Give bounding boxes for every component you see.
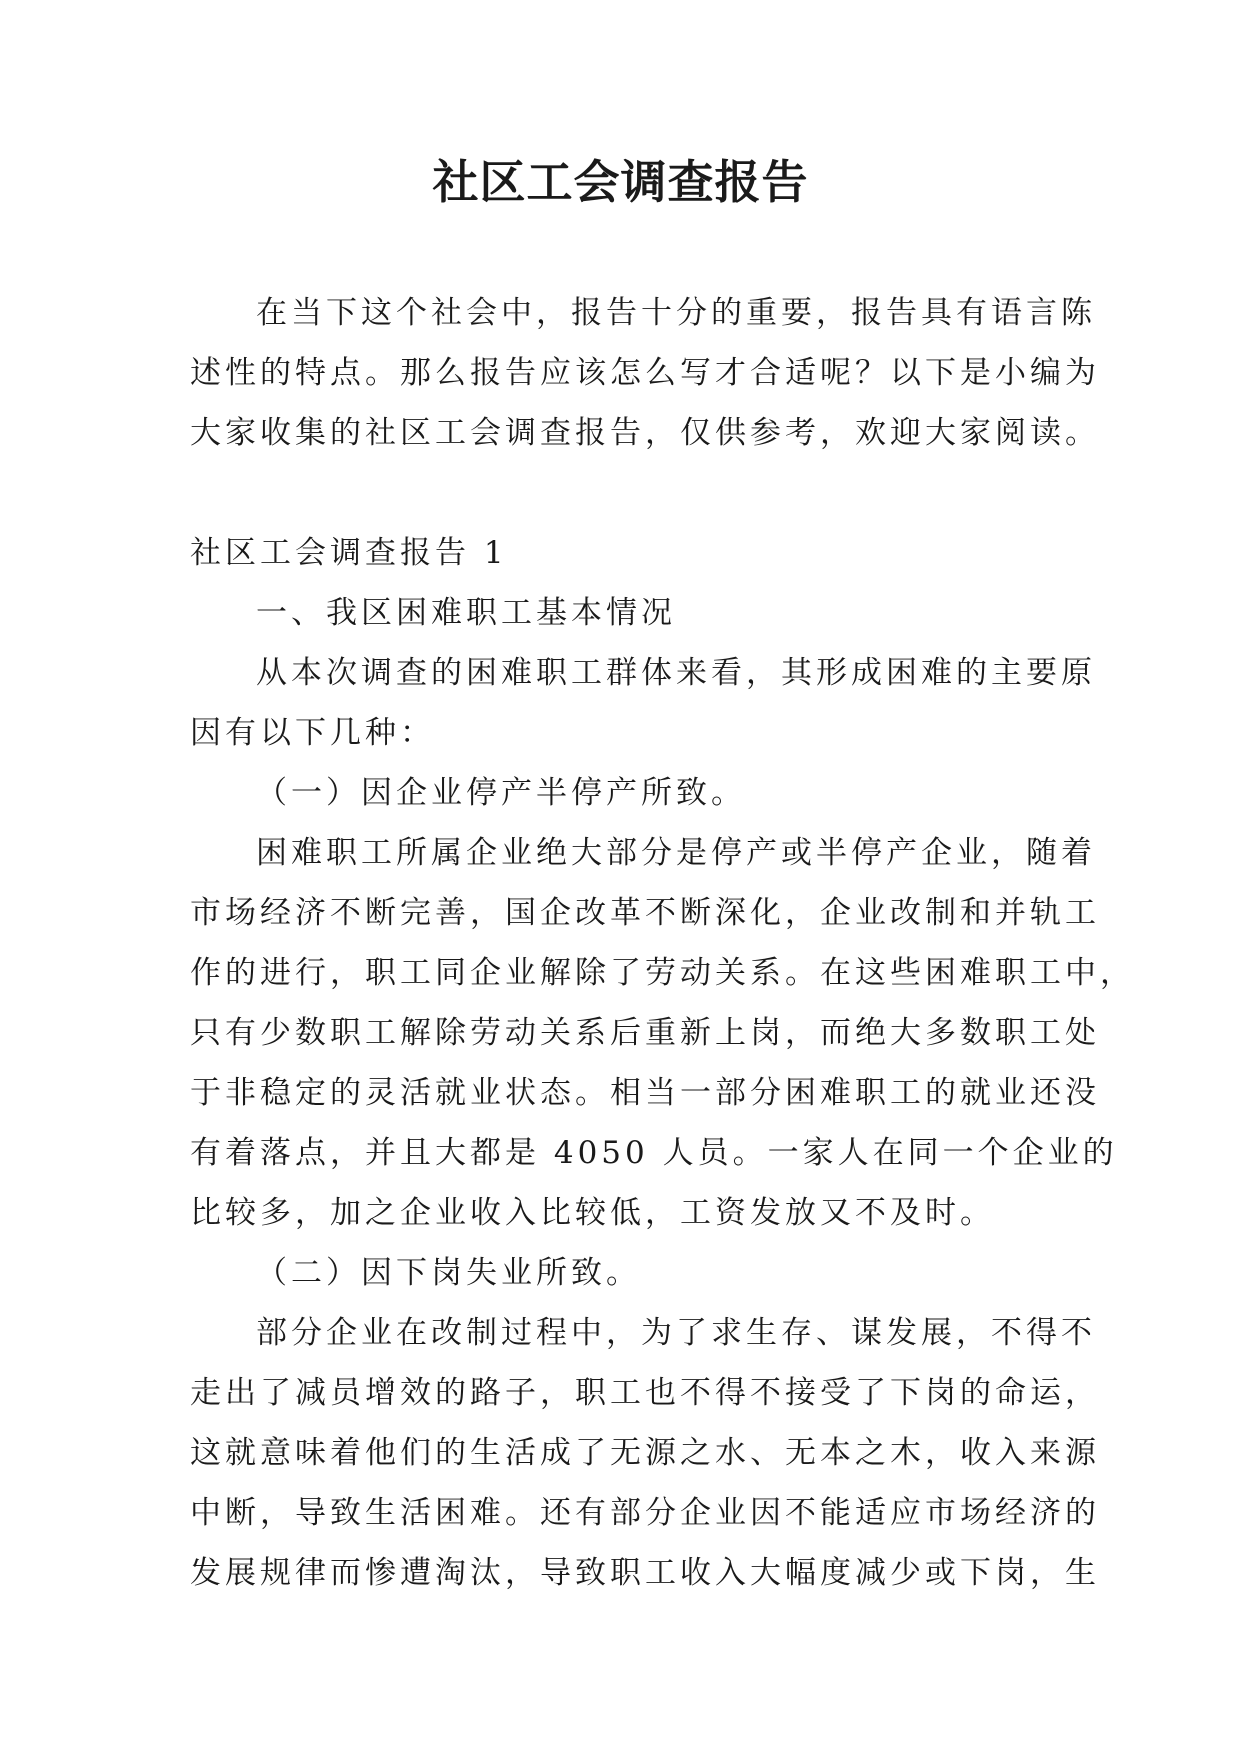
paragraph-line: 比较多，加之企业收入比较低，工资发放又不及时。: [190, 1195, 995, 1231]
paragraph-gap: [190, 463, 1050, 523]
paragraph-line: 作的进行，职工同企业解除了劳动关系。在这些困难职工中，: [190, 955, 1135, 991]
paragraph-line: 中断，导致生活困难。还有部分企业因不能适应市场经济的: [190, 1495, 1100, 1531]
paragraph-line: 只有少数职工解除劳动关系后重新上岗，而绝大多数职工处: [190, 1015, 1100, 1051]
heading: 一、我区困难职工基本情况: [256, 595, 676, 631]
intro-line: 在当下这个社会中，报告十分的重要，报告具有语言陈: [256, 295, 1096, 331]
paragraph-line: 有着落点，并且大都是 4050 人员。一家人在同一个企业的: [190, 1135, 1118, 1171]
paragraph-line: 走出了减员增效的路子，职工也不得不接受了下岗的命运，: [190, 1375, 1100, 1411]
intro-line: 述性的特点。那么报告应该怎么写才合适呢？以下是小编为: [190, 355, 1100, 391]
paragraph-line: 困难职工所属企业绝大部分是停产或半停产企业，随着: [256, 835, 1096, 871]
paragraph-line: 市场经济不断完善，国企改革不断深化，企业改制和并轨工: [190, 895, 1100, 931]
paragraph-line: 因有以下几种：: [190, 715, 435, 751]
paragraph-line: 这就意味着他们的生活成了无源之水、无本之木，收入来源: [190, 1435, 1100, 1471]
subheading: （二）因下岗失业所致。: [256, 1255, 641, 1291]
paragraph-line: 部分企业在改制过程中，为了求生存、谋发展，不得不: [256, 1315, 1096, 1351]
paragraph-line: 发展规律而惨遭淘汰，导致职工收入大幅度减少或下岗，生: [190, 1555, 1100, 1591]
subheading: （一）因企业停产半停产所致。: [256, 775, 746, 811]
intro-line: 大家收集的社区工会调查报告，仅供参考，欢迎大家阅读。: [190, 415, 1100, 451]
paragraph-line: 于非稳定的灵活就业状态。相当一部分困难职工的就业还没: [190, 1075, 1100, 1111]
paragraph-line: 从本次调查的困难职工群体来看，其形成困难的主要原: [256, 655, 1096, 691]
document-body: [190, 283, 1135, 1603]
document-title: 社区工会调查报告: [432, 155, 809, 209]
section-title: 社区工会调查报告 1: [190, 535, 508, 571]
